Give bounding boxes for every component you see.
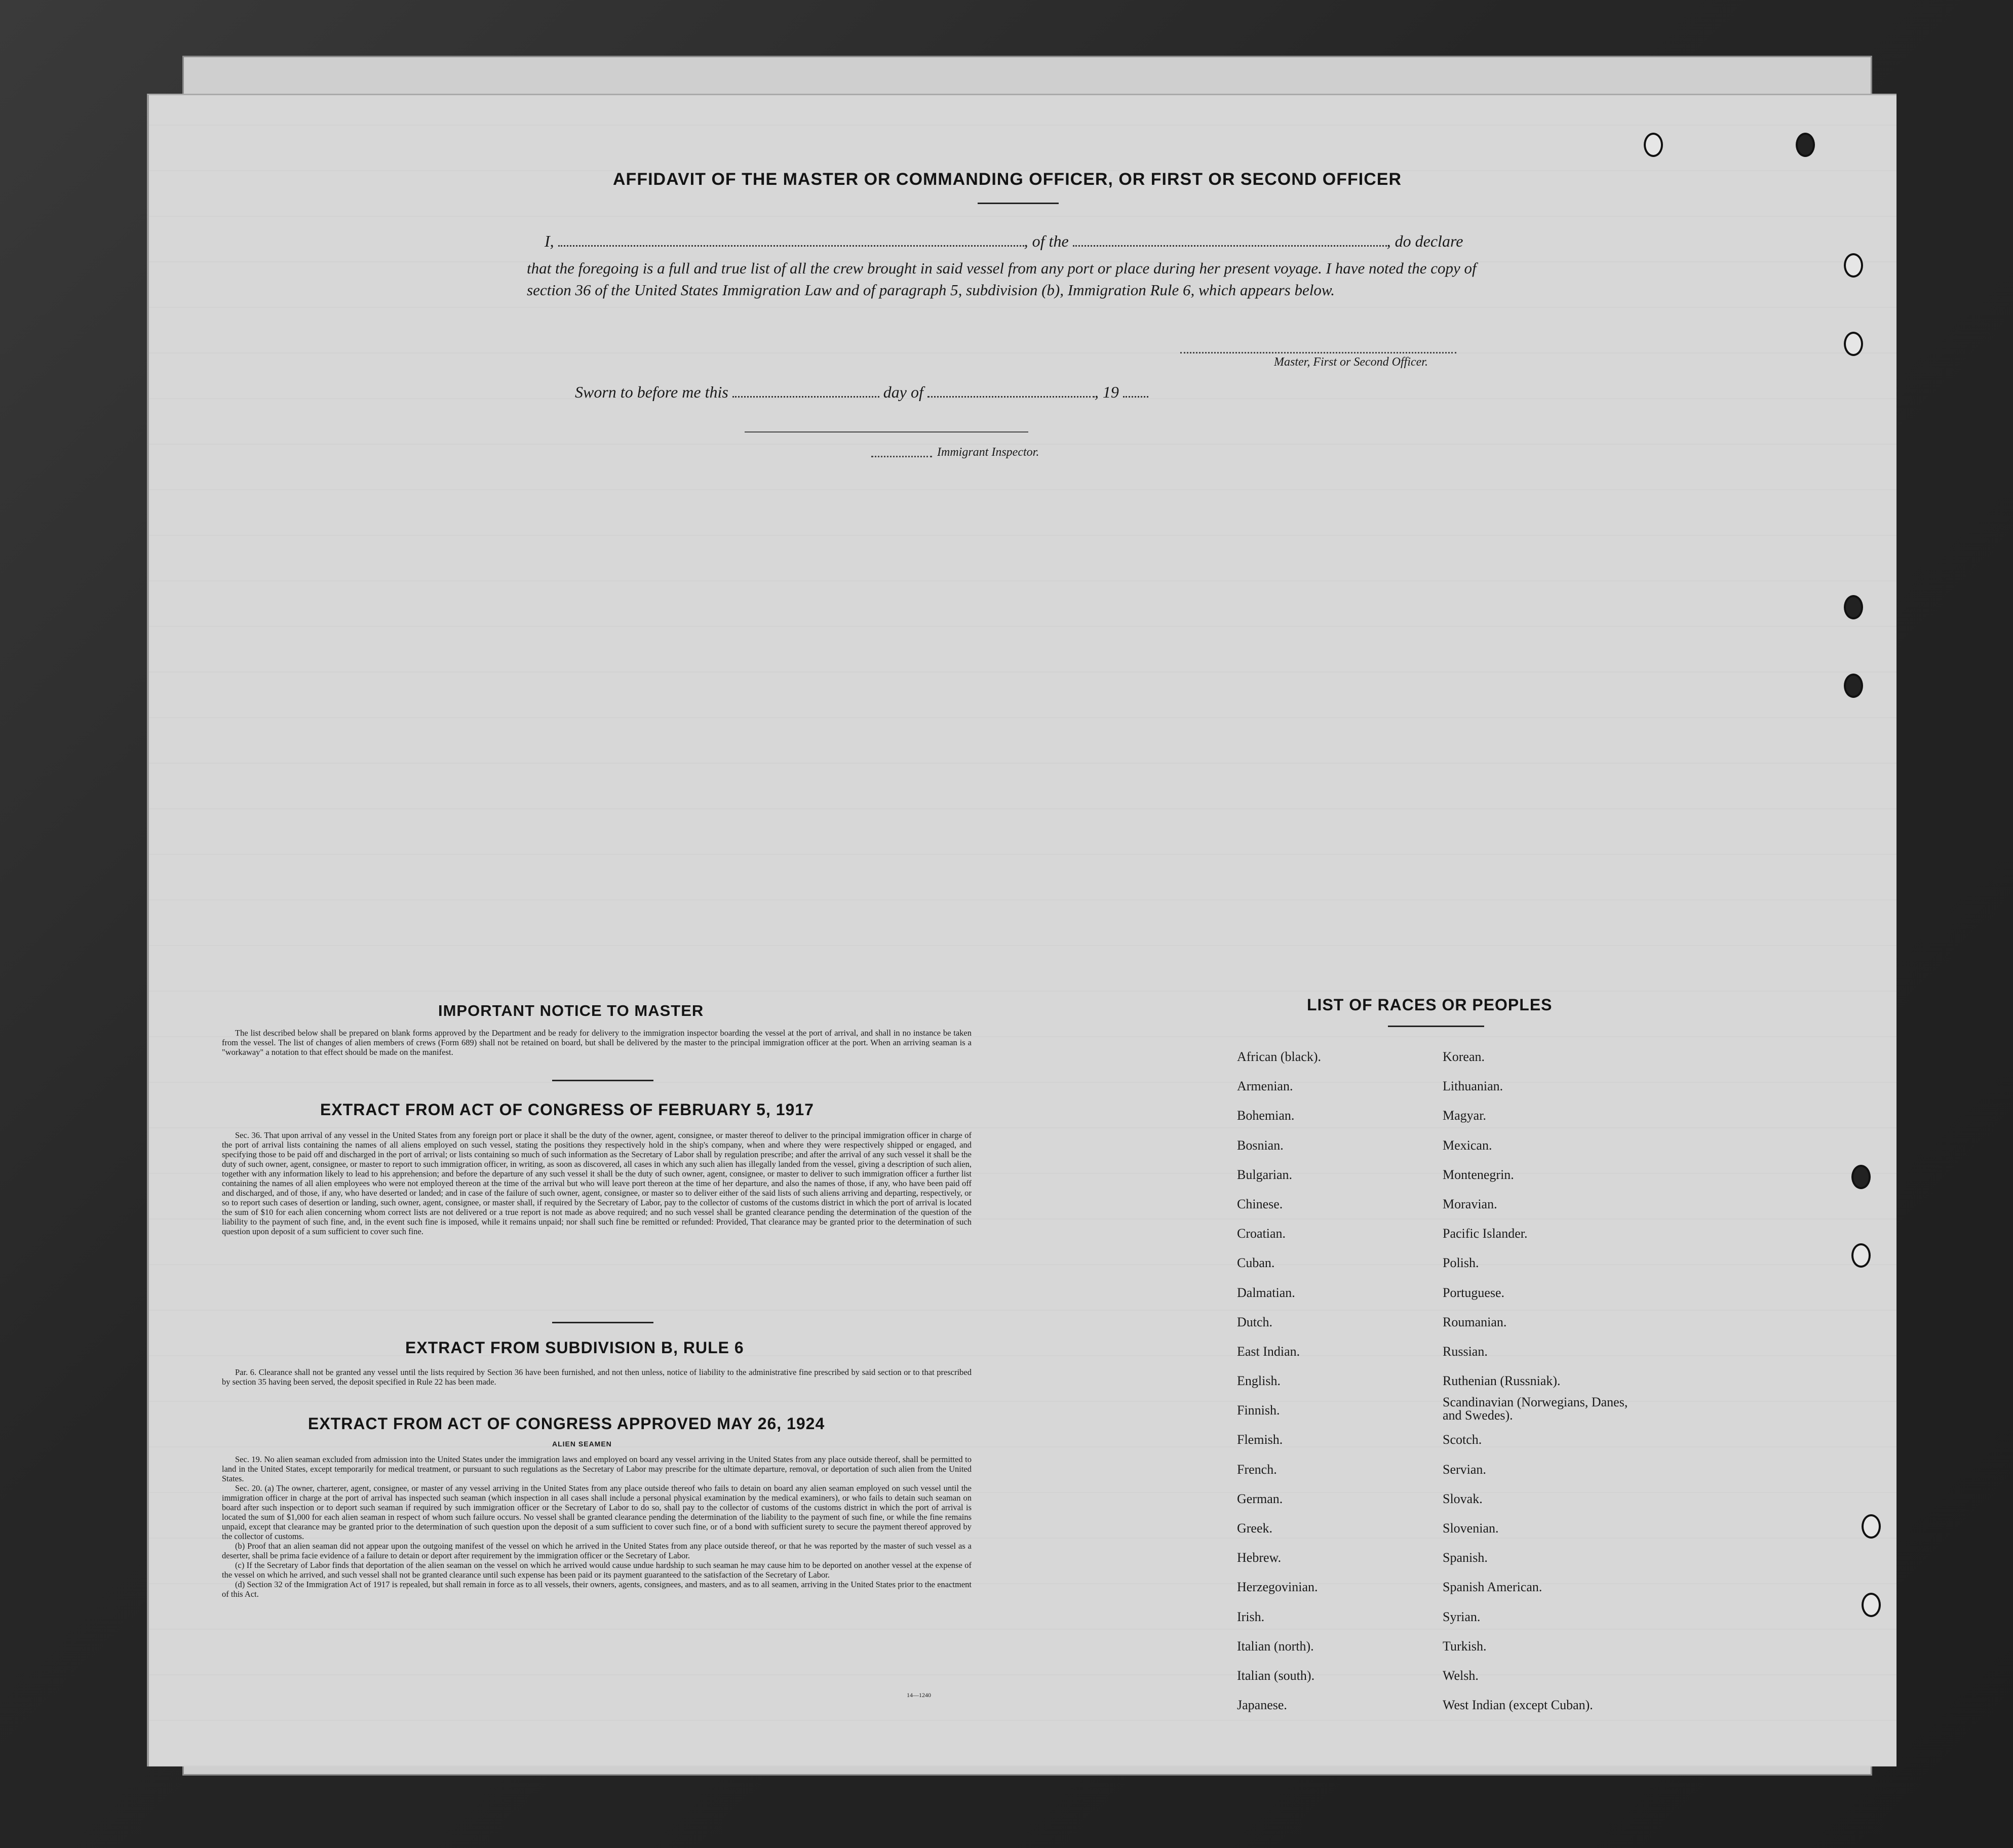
race-item: Spanish. [1443, 1550, 1488, 1565]
affidavit-body: that the foregoing is a full and true list of all the crew brought in said vessel from any port or place during her present voyage. I have noted the copy of section 36 of the United States Immigration Law and of paragraph 5, subdivision (b), Immigration Rule 6, which appears below. [527, 259, 1477, 299]
punch-hole [1851, 1165, 1871, 1189]
inspector-signature-line[interactable] [745, 431, 1028, 432]
races-title: LIST OF RACES OR PEOPLES [1307, 996, 1553, 1014]
name-field[interactable] [558, 233, 1024, 247]
extract-1924-text [222, 1454, 972, 1599]
race-item: Armenian. [1237, 1079, 1293, 1094]
section-19-paragraph: Sec. 19. No alien seaman excluded from admission into the United States under the immigration laws and employed on board any vessel arriving in the United States from any place outside thereof, shall be permitted to land in the United States, except temporarily for medical treatment, or pursuant to such regulations as the Secretary of Labor may prescribe for the ultimate departure, removal, or deportation of such alien from the United States. [222, 1454, 972, 1483]
vessel-field[interactable] [1073, 233, 1387, 247]
race-item: Croatian. [1237, 1226, 1286, 1241]
races-left-column [1237, 1042, 1470, 1720]
declaration-line [545, 232, 1463, 251]
extract-1917-title: EXTRACT FROM ACT OF CONGRESS OF FEBRUARY 5, 1917 [320, 1100, 814, 1119]
section-20b-paragraph: (b) Proof that an alien seaman did not appear upon the outgoing manifest of the vessel on which he arrived in the United States from any place outside thereof, or that he was reported by the master of such vessel as a deserter, shall be prima facie evidence of a failure to detain or deport after requirement by the immigration officer or the Secretary of Labor. [222, 1541, 972, 1560]
section-20a-paragraph: Sec. 20. (a) The owner, charterer, agent, consignee, or master of any vessel arriving in the United States from any place outside thereof who fails to detain on board any alien seaman employed on such vessel until the immigration officer in charge at the port of arrival has inspected such seaman (which inspection in all cases shall include a personal physical examination by the medical examiners), or who fails to detain such seaman on board after such inspection or to deport such seaman if required by such immigration officer or the Secretary of Labor to do so, shall pay to the collector of customs of the customs district in which the port of arrival is located the sum of $1,000 for each alien seaman in respect of whom such failure occurs. No vessel shall be granted clearance pending the determination of the liability to the payment of such fine, or while the fine remains unpaid, except that clearance may be granted prior to the determination of such question upon the deposit of a sum sufficient to cover such fine, or of a bond with sufficient surety to secure the payment thereof approved by the collector of customs. [222, 1483, 972, 1541]
race-item: Roumanian. [1443, 1314, 1507, 1329]
race-item: Ruthenian (Russniak). [1443, 1373, 1561, 1389]
i-label: I, [545, 232, 554, 250]
section-20c-paragraph: (c) If the Secretary of Labor finds that deportation of the alien seaman on the vessel on which he arrived would cause undue hardship to such seaman he may cause him to be deported on another vessel at the expense of the vessel on which he arrived, and such vessel shall not be granted clearance until such expense has been paid or its payment guaranteed to the satisfaction of the Secretary of Labor. [222, 1560, 972, 1580]
inspector-label: Immigrant Inspector. [937, 446, 1039, 459]
race-item: Cuban. [1237, 1255, 1275, 1271]
sworn-label: Sworn to before me this [575, 383, 728, 401]
day-field[interactable] [732, 384, 879, 398]
race-item: Herzegovinian. [1237, 1580, 1318, 1595]
race-item: East Indian. [1237, 1344, 1300, 1359]
race-item: Irish. [1237, 1609, 1265, 1624]
notice-paragraph: The list described below shall be prepared on blank forms approved by the Department and be ready for delivery to the immigration inspector boarding the vessel at the port of arrival, and shall in no instance be taken from the vessel. The list of changes of alien members of crews (Form 689) shall not be retained on board, but shall be delivered by the master to the principal immigration officer at the port. When an arriving seaman is a "workaway" a notation to that effect should be made on the manifest. [222, 1028, 972, 1057]
race-item: Dutch. [1237, 1314, 1273, 1329]
race-item: Russian. [1443, 1344, 1488, 1359]
punch-hole [1644, 133, 1663, 157]
race-item: Scandinavian (Norwegians, Danes, and Swedes). [1443, 1395, 1628, 1423]
race-item: Korean. [1443, 1049, 1485, 1064]
form-number: 14—1240 [907, 1692, 931, 1699]
sworn-line [575, 383, 1148, 402]
race-item: Welsh. [1443, 1668, 1479, 1683]
race-item: Greek. [1237, 1521, 1273, 1536]
race-item: Mexican. [1443, 1137, 1492, 1153]
race-item: German. [1237, 1491, 1283, 1506]
race-item: Japanese. [1237, 1698, 1287, 1713]
punch-hole [1844, 595, 1863, 619]
section-36-paragraph: Sec. 36. That upon arrival of any vessel in the United States from any foreign port or place it shall be the duty of the owner, agent, consignee, or master thereof to deliver to the principal immigration officer in charge of the port of arrival lists containing the names of all aliens employed on such vessel, stating the positions they respectively hold in the ship's company, when and where they were respectively shipped or engaged, and specifying those to be paid off and discharged in the port of arrival; or lists containing so much of such information as the Secretary of Labor shall by regulation prescribe; and after the arrival of any such vessel it shall be the duty of such owner, agent, consignee, or master to report to such immigration officer, in writing, as soon as discovered, all cases in which any such alien has illegally landed from the vessel, giving a description of such alien, together with any information likely to lead to his apprehension; and before the departure of any such vessel it shall be the duty of such owner, agent, consignee, or master to deliver to such immigration officer a further list containing the names of all alien employees who were not employed thereon at the time of the arrival but who will leave port thereon at the time of her departure, and also the names of those, if any, who have been paid off and discharged, and of those, if any, who have deserted or landed; and in case of the failure of such owner, agent, consignee, or master so to deliver either of the said lists of such aliens arriving and departing, respectively, or so to report such cases of desertion or landing, such owner, agent, consignee, or master shall, if required by the Secretary of Labor, pay to the collector of customs of the customs district in which the port of arrival is located the sum of $10 for each alien concerning whom correct lists are not delivered or a true report is not made as above required; and no such vessel shall be granted clearance pending the determination of the question of the liability to the payment of such fine, and, in the event such fine is imposed, while it remains unpaid; nor shall such fine be remitted or refunded: Provided, That clearance may be granted prior to the determination of such question upon deposit of a sum sufficient to cover such fine. [222, 1130, 972, 1236]
race-item: Bulgarian. [1237, 1167, 1293, 1182]
month-field[interactable] [927, 384, 1095, 398]
race-item: West Indian (except Cuban). [1443, 1698, 1593, 1713]
race-item: Flemish. [1237, 1432, 1283, 1447]
race-item: Spanish American. [1443, 1580, 1542, 1595]
punch-hole [1844, 332, 1863, 356]
notice-text [222, 1028, 972, 1057]
races-title-underline [1388, 1026, 1484, 1027]
race-item: Bohemian. [1237, 1108, 1295, 1123]
race-item: Hebrew. [1237, 1550, 1282, 1565]
extract-1917-text [222, 1130, 972, 1236]
race-item: Magyar. [1443, 1108, 1486, 1123]
year-label: , 19 [1094, 383, 1119, 401]
extract-1924-title: EXTRACT FROM ACT OF CONGRESS APPROVED MAY 26, 1924 [308, 1414, 825, 1433]
punch-hole [1796, 133, 1815, 157]
title-underline [978, 203, 1059, 204]
notice-title: IMPORTANT NOTICE TO MASTER [438, 1002, 704, 1019]
punch-hole [1862, 1514, 1881, 1539]
race-item: Dalmatian. [1237, 1285, 1295, 1300]
race-item: English. [1237, 1373, 1281, 1389]
day-of-label: day of [883, 383, 923, 401]
race-item: Chinese. [1237, 1196, 1283, 1211]
race-item: Italian (south). [1237, 1668, 1315, 1683]
inspector-dotted-line [871, 456, 932, 457]
race-item: Polish. [1443, 1255, 1479, 1271]
races-right-column [1443, 1042, 1676, 1720]
race-item: Portuguese. [1443, 1285, 1505, 1300]
race-item: African (black). [1237, 1049, 1322, 1064]
section-divider [552, 1322, 653, 1323]
punch-hole [1844, 253, 1863, 278]
race-item: Bosnian. [1237, 1137, 1284, 1153]
master-signature-label: Master, First or Second Officer. [1274, 356, 1428, 369]
race-item: French. [1237, 1462, 1277, 1477]
punch-hole [1862, 1593, 1881, 1617]
race-item: Moravian. [1443, 1196, 1497, 1211]
race-item: Montenegrin. [1443, 1167, 1514, 1182]
affidavit-title: AFFIDAVIT OF THE MASTER OR COMMANDING OFFICER, OR FIRST OR SECOND OFFICER [613, 170, 1402, 189]
punch-hole [1851, 1243, 1871, 1268]
race-item: Syrian. [1443, 1609, 1481, 1624]
race-item: Slovenian. [1443, 1521, 1499, 1536]
alien-seamen-subtitle: ALIEN SEAMEN [552, 1440, 612, 1448]
extract-rule6-title: EXTRACT FROM SUBDIVISION B, RULE 6 [405, 1339, 744, 1357]
race-item: Slovak. [1443, 1491, 1483, 1506]
section-20d-paragraph: (d) Section 32 of the Immigration Act of 1917 is repealed, but shall remain in force as to all vessels, their owners, agents, consignees, and masters, and as to all seamen, arriving in the United States prior to the enactment of this Act. [222, 1580, 972, 1599]
do-declare-label: , do declare [1386, 232, 1463, 250]
extract-rule6-text [222, 1367, 972, 1387]
race-item: Italian (north). [1237, 1638, 1314, 1654]
race-item: Finnish. [1237, 1403, 1280, 1418]
race-item: Pacific Islander. [1443, 1226, 1528, 1241]
master-signature-line[interactable] [1180, 352, 1456, 353]
year-field[interactable] [1123, 384, 1148, 398]
punch-hole [1844, 674, 1863, 698]
of-the-label: , of the [1024, 232, 1069, 250]
race-item: Lithuanian. [1443, 1079, 1503, 1094]
race-item: Turkish. [1443, 1638, 1487, 1654]
paragraph-6: Par. 6. Clearance shall not be granted any vessel until the lists required by Section 36 have been furnished, and not then unless, notice of liability to the administrative fine prescribed by said section or to that prescribed by section 35 having been served, the deposit specified in Rule 22 has been made. [222, 1367, 972, 1387]
race-item: Scotch. [1443, 1432, 1482, 1447]
race-item: Servian. [1443, 1462, 1486, 1477]
section-divider [552, 1080, 653, 1081]
